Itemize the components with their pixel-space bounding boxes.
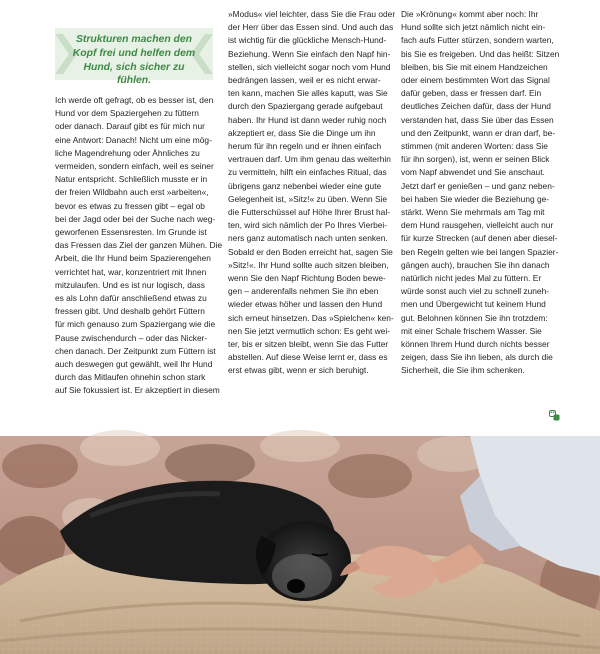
text-line: fressen gibt. Und deshalb gehört Füttern — [55, 306, 205, 317]
text-line: natürlich nicht jedes Mal zu füttern. Er — [401, 273, 542, 284]
text-line: erst etwas gibt, wenn er sich beruhigt. — [228, 365, 369, 376]
text-line: vermeiden, sondern einfach, weil es seiner — [55, 161, 214, 172]
text-line: für mich genauso zum Spaziergang wie die — [55, 319, 216, 330]
text-line: »Sitz!«. Ihr Hund sollte auch sitzen bleiben, — [228, 259, 389, 270]
text-line: der freien Wildbahn auch erst »arbeiten«, — [55, 187, 209, 198]
text-line: Ich werde oft gefragt, ob es besser ist, den — [55, 95, 214, 105]
pull-quote-text: Strukturen machen den Kopf frei und helfen dem Hund, sich sicher zu fühlen. — [72, 34, 196, 87]
text-line: liche Magendrehung oder Ähnliches zu — [55, 147, 200, 158]
text-line: herum für ihn regeln und er ihnen einfach — [228, 141, 382, 152]
text-line: ter, bis er sitzen bleibt, wenn Sie das Futter — [228, 339, 389, 350]
text-line: bis Sie es freigeben. Und das heißt: Sitzen — [401, 48, 560, 59]
text-line: für kurze Strecken (auf denen aber diesel- — [401, 233, 558, 244]
text-column-1 — [55, 94, 223, 398]
text-line: Beziehung. Wenn Sie einfach den Napf hin- — [228, 48, 391, 59]
text-line: stellen, sich vielleicht sogar noch vom Hund — [228, 61, 391, 72]
text-line: »Modus« viel leichter, dass Sie die Frau oder — [228, 9, 396, 19]
text-line: men und Übergewicht tut keinem Hund — [401, 299, 546, 310]
text-line: nen Sie jetzt vermutlich schon: Es geht wei- — [228, 325, 390, 336]
text-line: verrichtet hat, war, konzentriert mit Ihnen — [55, 266, 207, 277]
text-line: bedrängen lassen, weil er es nicht erwar- — [228, 75, 381, 86]
text-line: ist wichtig für die glückliche Mensch-Hund- — [228, 35, 387, 46]
text-line: eine Antwort: Danach! Nicht um eine mög- — [55, 134, 212, 145]
text-line: für ihn sorgen), ist, wenn er seinen Blick — [401, 154, 550, 165]
text-line: vom Napf abwendet und Sie anschaut. — [401, 167, 545, 178]
text-line: durch das Mitlaufen ohnehin schon stark — [55, 372, 206, 383]
text-line: geworfenen Essensresten. Im Grunde ist — [55, 227, 207, 238]
text-line: fach aufs Futter stürzen, sondern warten, — [401, 35, 554, 46]
text-line: der Herr über das Essen sind. Und auch das — [228, 22, 394, 33]
text-line: abstellen. Auf diese Weise lernt er, dass es — [228, 352, 388, 363]
text-line: wieder etwas höher und lassen den Hund — [228, 299, 383, 310]
text-line: Natur entspricht. Schließlich musste er in — [55, 174, 208, 185]
text-line: mitzulaufen. Und es ist nur logisch, dass — [55, 279, 205, 290]
text-line: bei haben Sie wieder die Beziehung ge- — [401, 193, 550, 204]
text-line: bevor es etwas zu fressen gibt – egal ob — [55, 200, 205, 211]
text-line: Hund sollte sich jetzt nämlich nicht ein- — [401, 22, 546, 33]
photo-illustration — [0, 436, 600, 654]
text-line: würde sonst auch viel zu schnell zuneh- — [401, 286, 550, 297]
text-line: mit einer Schale frischem Wasser. Sie — [401, 325, 542, 336]
text-line: und den Zeitpunkt, wann er dran darf, be- — [401, 127, 556, 138]
text-line: vertrauen darf. Um ihm genau das weiterhin — [228, 154, 391, 165]
text-line: das Fressen das Ziel der ganzen Mühen. Die — [55, 240, 223, 251]
text-line: ben Regeln gelten wie bei langen Spazier- — [401, 246, 559, 257]
text-line: übrigens ganz nebenbei wieder eine gute — [228, 180, 382, 191]
text-line: Sicherheit, die Sie ihm schenken. — [401, 365, 525, 376]
text-line: chen danach. Der Zeitpunkt zum Füttern ist — [55, 345, 216, 356]
text-line: gut. Belohnen können Sie ihn trotzdem: — [401, 312, 548, 323]
dog-on-sofa-photo — [0, 436, 600, 654]
text-line: wenn Sie den Napf Richtung Boden bewe- — [228, 273, 386, 284]
text-line: bleiben, bis Sie mit einem Handzeichen — [401, 61, 548, 72]
text-line: durch den Spaziergang gerade aufgebaut — [228, 101, 383, 112]
text-line: stärkt. Wenn Sie mehrmals am Tag mit — [401, 207, 545, 218]
paw-end-icon — [549, 410, 560, 421]
text-line: ten, wird sich nämlich der Po Ihres Vierbei- — [228, 220, 388, 231]
text-line: ten kann, machen Sie alles kaputt, was Sie — [228, 88, 388, 99]
text-line: oder danach. Darauf gibt es für mich nur — [55, 121, 205, 132]
text-line: deutliches Zeichen dafür, dass der Hund — [401, 101, 551, 112]
text-line: Arbeit, die Ihr Hund beim Spazierengehen — [55, 253, 211, 264]
text-column-3 — [401, 8, 560, 378]
text-line: ners ganz automatisch nach unten senken. — [228, 233, 388, 244]
text-line: sich erneut hinsetzen. Das »Spielchen« ken- — [228, 312, 394, 323]
text-line: akzeptiert er, dass Sie die Dinge um ihn — [228, 127, 376, 138]
text-line: zeigen, dass Sie ihn lieben, als durch die — [401, 352, 553, 363]
text-line: bei der Jagd oder bei der Suche nach weg- — [55, 213, 216, 224]
text-line: können Ihrem Hund durch nichts besser — [401, 339, 550, 350]
text-line: Gelegenheit ist, »Sitz!« zu üben. Wenn Sie — [228, 193, 388, 204]
text-line: stimmen (mit anderen Worten: dass Sie — [401, 141, 548, 152]
text-line: es als Lohn dafür anschließend etwas zu — [55, 293, 207, 304]
text-line: verstanden hat, dass Sie über das Essen — [401, 114, 554, 125]
text-line: oder einem bestimmten Wort das Signal — [401, 75, 550, 86]
text-line: auch deswegen gut gewählt, weil Ihr Hund — [55, 359, 213, 370]
pull-quote-box — [55, 28, 213, 87]
text-line: die Futterschüssel auf Höhe Ihrer Brust hal- — [228, 207, 390, 218]
text-line: Sobald er den Boden erreicht hat, sagen Sie — [228, 246, 393, 257]
text-line: haben. Ihr Hund ist dann weder ruhig noch — [228, 114, 387, 125]
text-line: dafür geben, dass er fressen darf. Ein — [401, 88, 542, 99]
text-line: Pause zwischendurch – oder das Nicker- — [55, 332, 208, 343]
text-line: zu vermitteln, hilft ein einfaches Ritual, das — [228, 167, 387, 178]
text-line: Die »Krönung« kommt aber noch: Ihr — [401, 9, 539, 19]
text-line: dem Hund rausgehen, vielleicht auch nur — [401, 220, 554, 231]
text-line: gen – anderenfalls nehmen Sie ihn eben — [228, 286, 379, 297]
text-line: Jetzt darf er genießen – und ganz neben- — [401, 180, 555, 191]
text-line: gängen auch), brauchen Sie ihn danach — [401, 259, 550, 270]
text-column-2 — [228, 8, 396, 378]
text-line: auf Sie fokussiert ist. Er akzeptiert in diesem — [55, 385, 220, 396]
text-line: Hund vor dem Spaziergehen zu füttern — [55, 108, 199, 119]
